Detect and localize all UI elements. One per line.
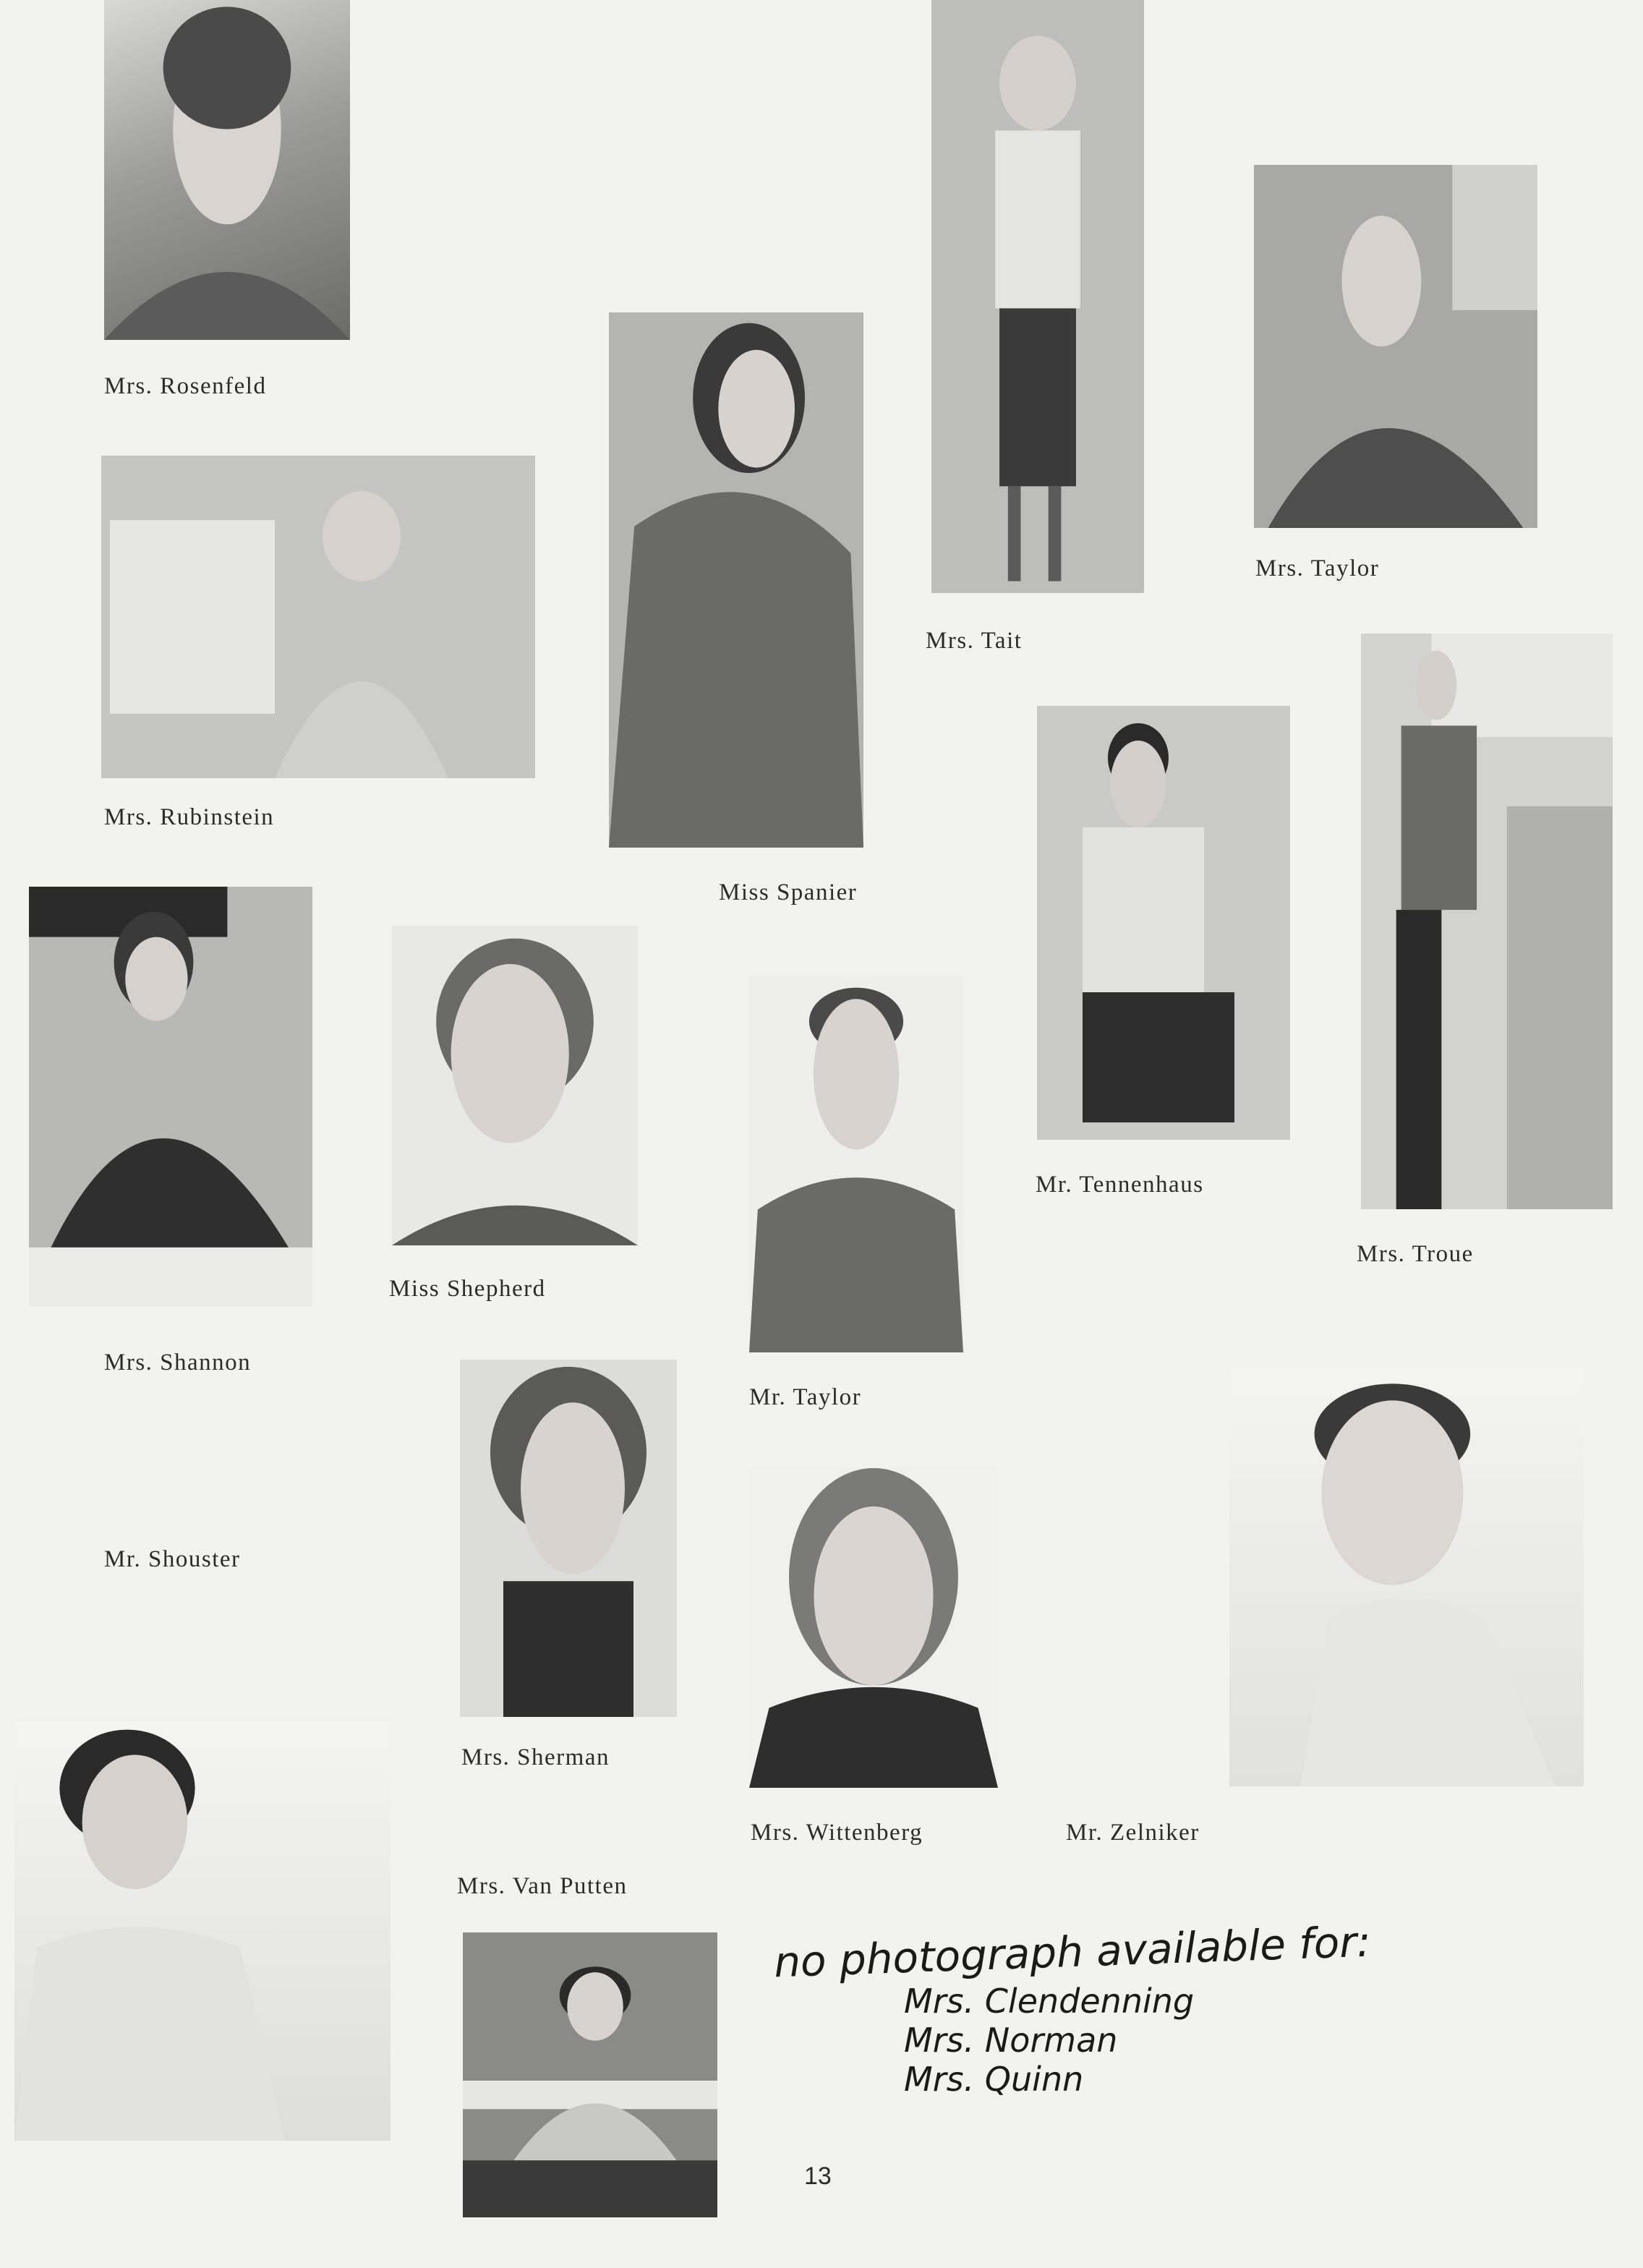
caption-van-putten: Mrs. Van Putten [457,1873,628,1899]
photo-tait [931,0,1144,593]
no-photo-name-3: Mrs. Quinn [904,2060,1084,2099]
photo-sherman [460,1360,677,1717]
photo-rubinstein [101,456,535,778]
photo-shannon [29,887,312,1306]
caption-shannon: Mrs. Shannon [104,1350,252,1376]
page-number: 13 [804,2162,832,2190]
caption-rubinstein: Mrs. Rubinstein [104,804,275,830]
photo-tennenhaus [1037,706,1290,1140]
caption-zelniker: Mr. Zelniker [1066,1820,1200,1846]
caption-shouster: Mr. Shouster [104,1546,241,1572]
caption-wittenberg: Mrs. Wittenberg [751,1820,923,1846]
caption-troue: Mrs. Troue [1357,1241,1474,1267]
photo-zelniker [1229,1367,1584,1786]
photo-taylor-mrs [1254,165,1537,528]
caption-tait: Mrs. Tait [926,628,1023,654]
photo-taylor-mr [749,976,963,1352]
caption-tennenhaus: Mr. Tennenhaus [1036,1172,1204,1198]
photo-troue [1361,634,1613,1209]
photo-van-putten [463,1932,717,2217]
photo-wittenberg [749,1468,998,1788]
no-photo-name-2: Mrs. Norman [904,2021,1118,2060]
caption-spanier: Miss Spanier [719,879,858,905]
no-photo-note-heading: no photograph available for: [773,1917,1372,1987]
no-photo-name-1: Mrs. Clendenning [904,1982,1195,2021]
caption-shepherd: Miss Shepherd [389,1276,546,1302]
caption-taylor-mrs: Mrs. Taylor [1255,555,1380,581]
photo-rosenfeld [104,0,350,340]
photo-shouster [14,1721,391,2141]
photo-spanier [609,312,863,848]
caption-rosenfeld: Mrs. Rosenfeld [104,373,267,399]
caption-sherman: Mrs. Sherman [461,1744,610,1770]
caption-taylor-mr: Mr. Taylor [749,1384,862,1410]
photo-shepherd [392,926,638,1245]
